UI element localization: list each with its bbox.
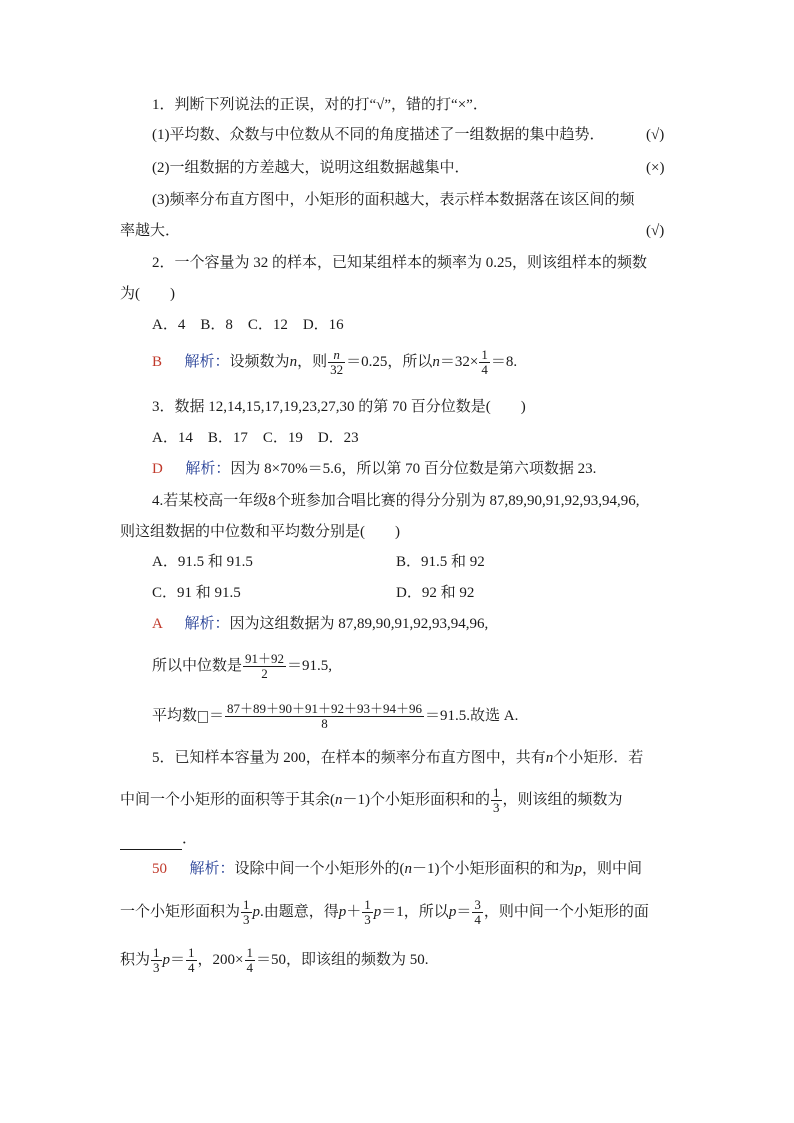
q3-answer: D [152, 461, 163, 477]
q1-statement-2: (2)一组数据的方差越大，说明这组数据越集中． [152, 160, 470, 176]
q4-option-a: A．91.5 和 91.5 [152, 554, 253, 570]
q4-jiexi-label: 解析： [184, 616, 230, 632]
q5-answer: 50 [152, 861, 167, 877]
q2-stem-line2: 为( ) [120, 286, 175, 302]
q1-mark-2: (×) [646, 160, 665, 176]
q5-fraction-three-quarters: $\frac{3}{4}$ [474, 897, 481, 927]
q1-mark-3: (√) [646, 223, 665, 239]
q5-stem-line1: 5．已知样本容量为 200，在样本的频率分布直方图中，共有n个小矩形．若 [152, 750, 644, 766]
q4-option-c: C．91 和 91.5 [152, 585, 241, 601]
q4-solution-line1: A 解析：因为这组数据为 87,89,90,91,92,93,94,96, [152, 616, 489, 632]
q1-stem: 1．判断下列说法的正误，对的打“√”，错的打“×”． [152, 97, 488, 113]
q5-jiexi-label: 解析： [189, 861, 235, 877]
q4-mean-fraction: $\frac{87+89+90+91+92+93+94+96}{8}$ [227, 701, 423, 731]
q4-solution-median: 所以中位数是 $\frac{91+92}{2}$ ＝91.5, [152, 651, 333, 681]
q2-fraction-1-over-4: $\frac{1}{4}$ [481, 347, 488, 377]
q5-solution-line1: 50 解析：设除中间一个小矩形外的(n－1)个小矩形面积的和为p，则中间 [152, 861, 643, 877]
q3-solution: D 解析：因为 8×70%＝5.6，所以第 70 百分位数是第六项数据 23. [152, 461, 597, 477]
q4-answer: A [152, 616, 163, 632]
q5-fraction-one-third: $\frac{1}{3}$ [493, 785, 500, 815]
q5-stem-line2: 中间一个小矩形的面积等于其余(n－1)个小矩形面积和的 $\frac{1}{3}$ ，则该组的频数为 [120, 785, 623, 815]
q5-solution-line2: 一个小矩形面积为 $\frac{1}{3}$ p.由题意，得p＋ $\frac{1}{3}$ p＝1，所以p＝ $\frac{3}{4}$ ，则中间一个小矩形的面 [120, 897, 649, 927]
q1-statement-3b: 率越大． [120, 223, 181, 239]
q2-stem-line1: 2．一个容量为 32 的样本，已知某组样本的频率为 0.25，则该组样本的频数 [152, 255, 648, 271]
q4-solution-mean: 平均数 ＝ $\frac{87+89+90+91+92+93+94+96}{8}$ ＝91.5.故选 A. [152, 701, 519, 731]
q3-jiexi-label: 解析： [185, 461, 231, 477]
q2-fraction-n-over-32: $\frac{n}{32}$ [330, 347, 344, 377]
q2-answer: B [152, 353, 163, 370]
q5-solution-line3: 积为 $\frac{1}{3}$ p＝ $\frac{1}{4}$ ，200× $\frac{1}{4}$ ＝50，即该组的频数为 50. [120, 945, 429, 975]
q3-stem: 3．数据 12,14,15,17,19,23,27,30 的第 70 百分位数是( ) [152, 399, 526, 415]
q3-options: A．14 B．17 C．19 D．23 [152, 430, 359, 446]
q4-option-d: D．92 和 92 [396, 585, 475, 601]
q1-mark-1: (√) [646, 127, 665, 143]
q2-options: A．4 B．8 C．12 D．16 [152, 317, 344, 333]
q2-solution: B 解析：设频数为n，则 $\frac{n}{32}$ ＝0.25，所以n＝32× $\frac{1}{4}$ ＝8. [152, 347, 518, 377]
q4-median-fraction: $\frac{91+92}{2}$ [245, 651, 285, 681]
placeholder-box-icon [198, 711, 208, 723]
q2-jiexi-label: 解析： [184, 353, 230, 370]
q4-stem-line1: 4.若某校高一年级8个班参加合唱比赛的得分分别为 87,89,90,91,92,93,94,96, [152, 493, 640, 509]
q4-option-b: B．91.5 和 92 [396, 554, 485, 570]
answer-blank [120, 833, 182, 850]
q5-stem-line3: ． [120, 828, 197, 850]
q4-stem-line2: 则这组数据的中位数和平均数分别是( ) [120, 524, 400, 540]
q1-statement-1: (1)平均数、众数与中位数从不同的角度描述了一组数据的集中趋势． [152, 127, 605, 143]
q1-statement-3a: (3)频率分布直方图中，小矩形的面积越大，表示样本数据落在该区间的频 [152, 192, 635, 208]
